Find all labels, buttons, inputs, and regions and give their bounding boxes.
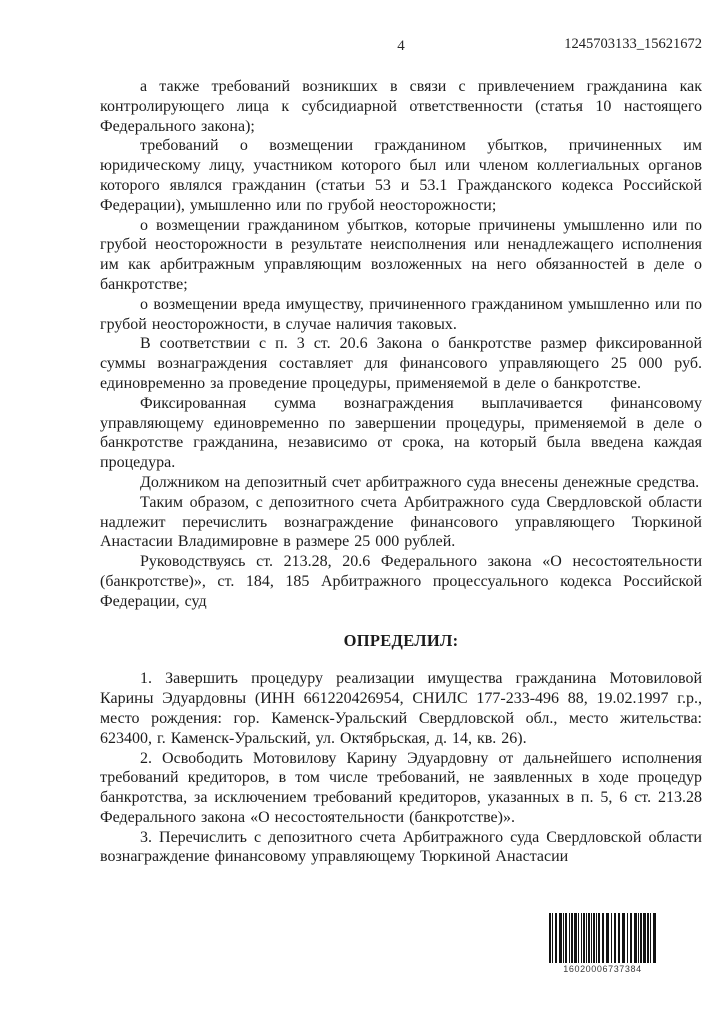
paragraph: В соответствии с п. 3 ст. 20.6 Закона о банкротстве размер фиксированной суммы вознаграждения составляет для финансового управляющего 25 000 руб. единовременно за проведение процедуры, применяемой в деле о банкротстве. [100,335,702,392]
document-body [100,77,702,867]
paragraph: о возмещении гражданином убытков, которые причинены умышленно или по грубой неосторожности в результате неисполнения или ненадлежащего исполнения им как арбитражным управляющим возложенных на него обязанностей в деле о банкротстве; [100,216,702,293]
paragraph: Руководствуясь ст. 213.28, 20.6 Федерального закона «О несостоятельности (банкротстве)», ст. 184, 185 Арбитражного процессуального кодекса Российской Федерации, суд [100,553,702,610]
ruling-item: 1. Завершить процедуру реализации имущества гражданина Мотовиловой Карины Эдуардовны (ИНН 661220426954, СНИЛС 177-233-496 88, 19.02.1997 г.р., место рождения: гор. Каменск-Уральский Свердловской обл., место жительства: 623400, г. Каменск-Уральский, ул. Октябрьская, д. 14, кв. 26). [100,670,702,747]
paragraph: Фиксированная сумма вознаграждения выплачивается финансовому управляющему единовременно по завершении процедуры, применяемой в деле о банкротстве гражданина, независимо от срока, на который была введена каждая процедура. [100,394,702,472]
document-id: 1245703133_15621672 [564,36,702,52]
barcode [549,913,656,974]
paragraph: Должником на депозитный счет арбитражного суда внесены денежные средства. [140,473,700,491]
paragraph: а также требований возникших в связи с привлечением гражданина как контролирующего лица к субсидиарной ответственности (статья 10 настоящего Федерального закона); [100,78,702,135]
barcode-number: 16020006737384 [563,964,642,975]
page-header [100,36,702,56]
paragraph: о возмещении вреда имуществу, причиненного гражданином умышленно или по грубой неосторожности, в случае наличия таковых. [100,295,702,333]
page-number: 4 [397,38,405,54]
ruling-heading: ОПРЕДЕЛИЛ: [343,630,459,650]
paragraph: требований о возмещении гражданином убытков, причиненных им юридическому лицу, участником которого был или членом коллегиальных органов которого являлся гражданин (статьи 53 и 53.1 Гражданского кодекса Российской Федерации), умышленно или по грубой неосторожности; [100,137,702,214]
barcode-bars-icon [549,913,656,963]
ruling-item: 3. Перечислить с депозитного счета Арбитражного суда Свердловской области вознаграждение финансовому управляющему Тюркиной Анастасии [100,828,702,866]
paragraph: Таким образом, с депозитного счета Арбитражного суда Свердловской области надлежит перечислить вознаграждение финансового управляющего Тюркиной Анастасии Владимировне в размере 25 000 рублей. [100,493,702,551]
ruling-item: 2. Освободить Мотовилову Карину Эдуардовну от дальнейшего исполнения требований кредиторов, в том числе требований, не заявленных в ходе процедур банкротства, за исключением требований кредиторов, указанных в п. 5, 6 ст. 213.28 Федерального закона «О несостоятельности (банкротстве)». [100,749,702,826]
barcode-row [100,913,702,974]
